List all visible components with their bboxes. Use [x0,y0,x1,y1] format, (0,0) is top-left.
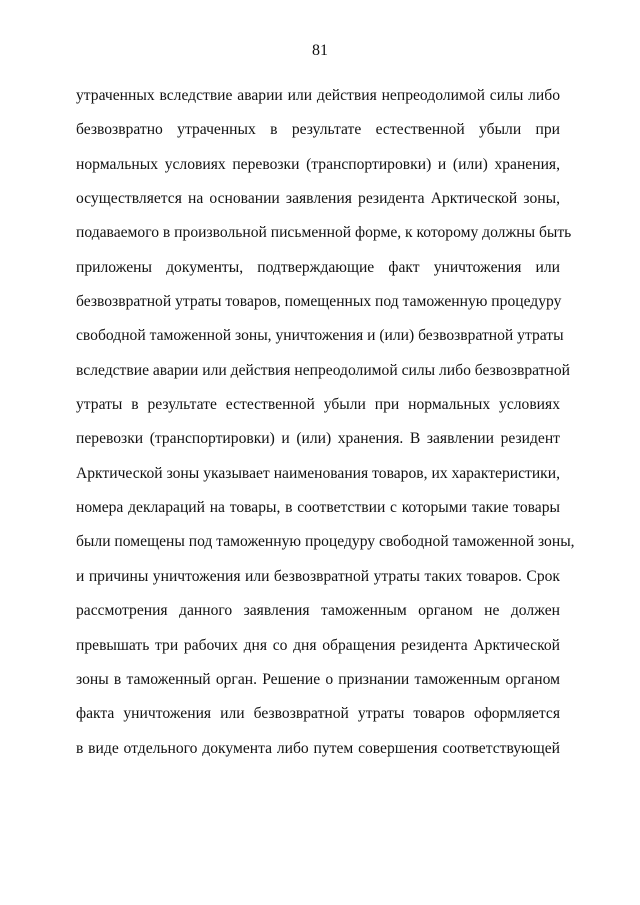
body-text [76,79,575,766]
text-line: свободной таможенной зоны, уничтожения и (или) безвозвратной утраты [76,327,564,345]
text-line: утраты в результате естественной убыли при нормальных условиях [76,396,560,414]
text-line: приложены документы, подтверждающие факт уничтожения или [76,258,560,276]
text-line: вследствие аварии или действия непреодолимой силы либо безвозвратной [76,361,570,379]
text-line: рассмотрения данного заявления таможенным органом не должен [76,602,560,620]
text-line: осуществляется на основании заявления резидента Арктической зоны, [76,190,560,208]
text-line: номера деклараций на товары, в соответствии с которыми такие товары [76,499,560,517]
text-line: в виде отдельного документа либо путем совершения соответствующей [76,739,560,757]
text-line: нормальных условиях перевозки (транспортировки) и (или) хранения, [76,155,560,173]
text-line: утраченных вследствие аварии или действия непреодолимой силы либо [76,87,560,104]
page-number: 81 [312,42,328,59]
text-line: и причины уничтожения или безвозвратной утраты таких товаров. Срок [76,567,560,585]
text-line: зоны в таможенный орган. Решение о признании таможенным органом [76,670,560,688]
text-line: безвозвратной утраты товаров, помещенных под таможенную процедуру [76,293,562,311]
text-line: превышать три рабочих дня со дня обращения резидента Арктической [76,636,560,654]
text-line: подаваемого в произвольной письменной форме, к которому должны быть [76,224,572,242]
text-line: были помещены под таможенную процедуру свободной таможенной зоны, [76,533,575,551]
text-line: факта уничтожения или безвозвратной утраты товаров оформляется [76,705,560,723]
text-line: безвозвратно утраченных в результате естественной убыли при [76,121,560,139]
text-line: Арктической зоны указывает наименования товаров, их характеристики, [76,464,560,482]
text-line: перевозки (транспортировки) и (или) хранения. В заявлении резидент [76,430,560,448]
